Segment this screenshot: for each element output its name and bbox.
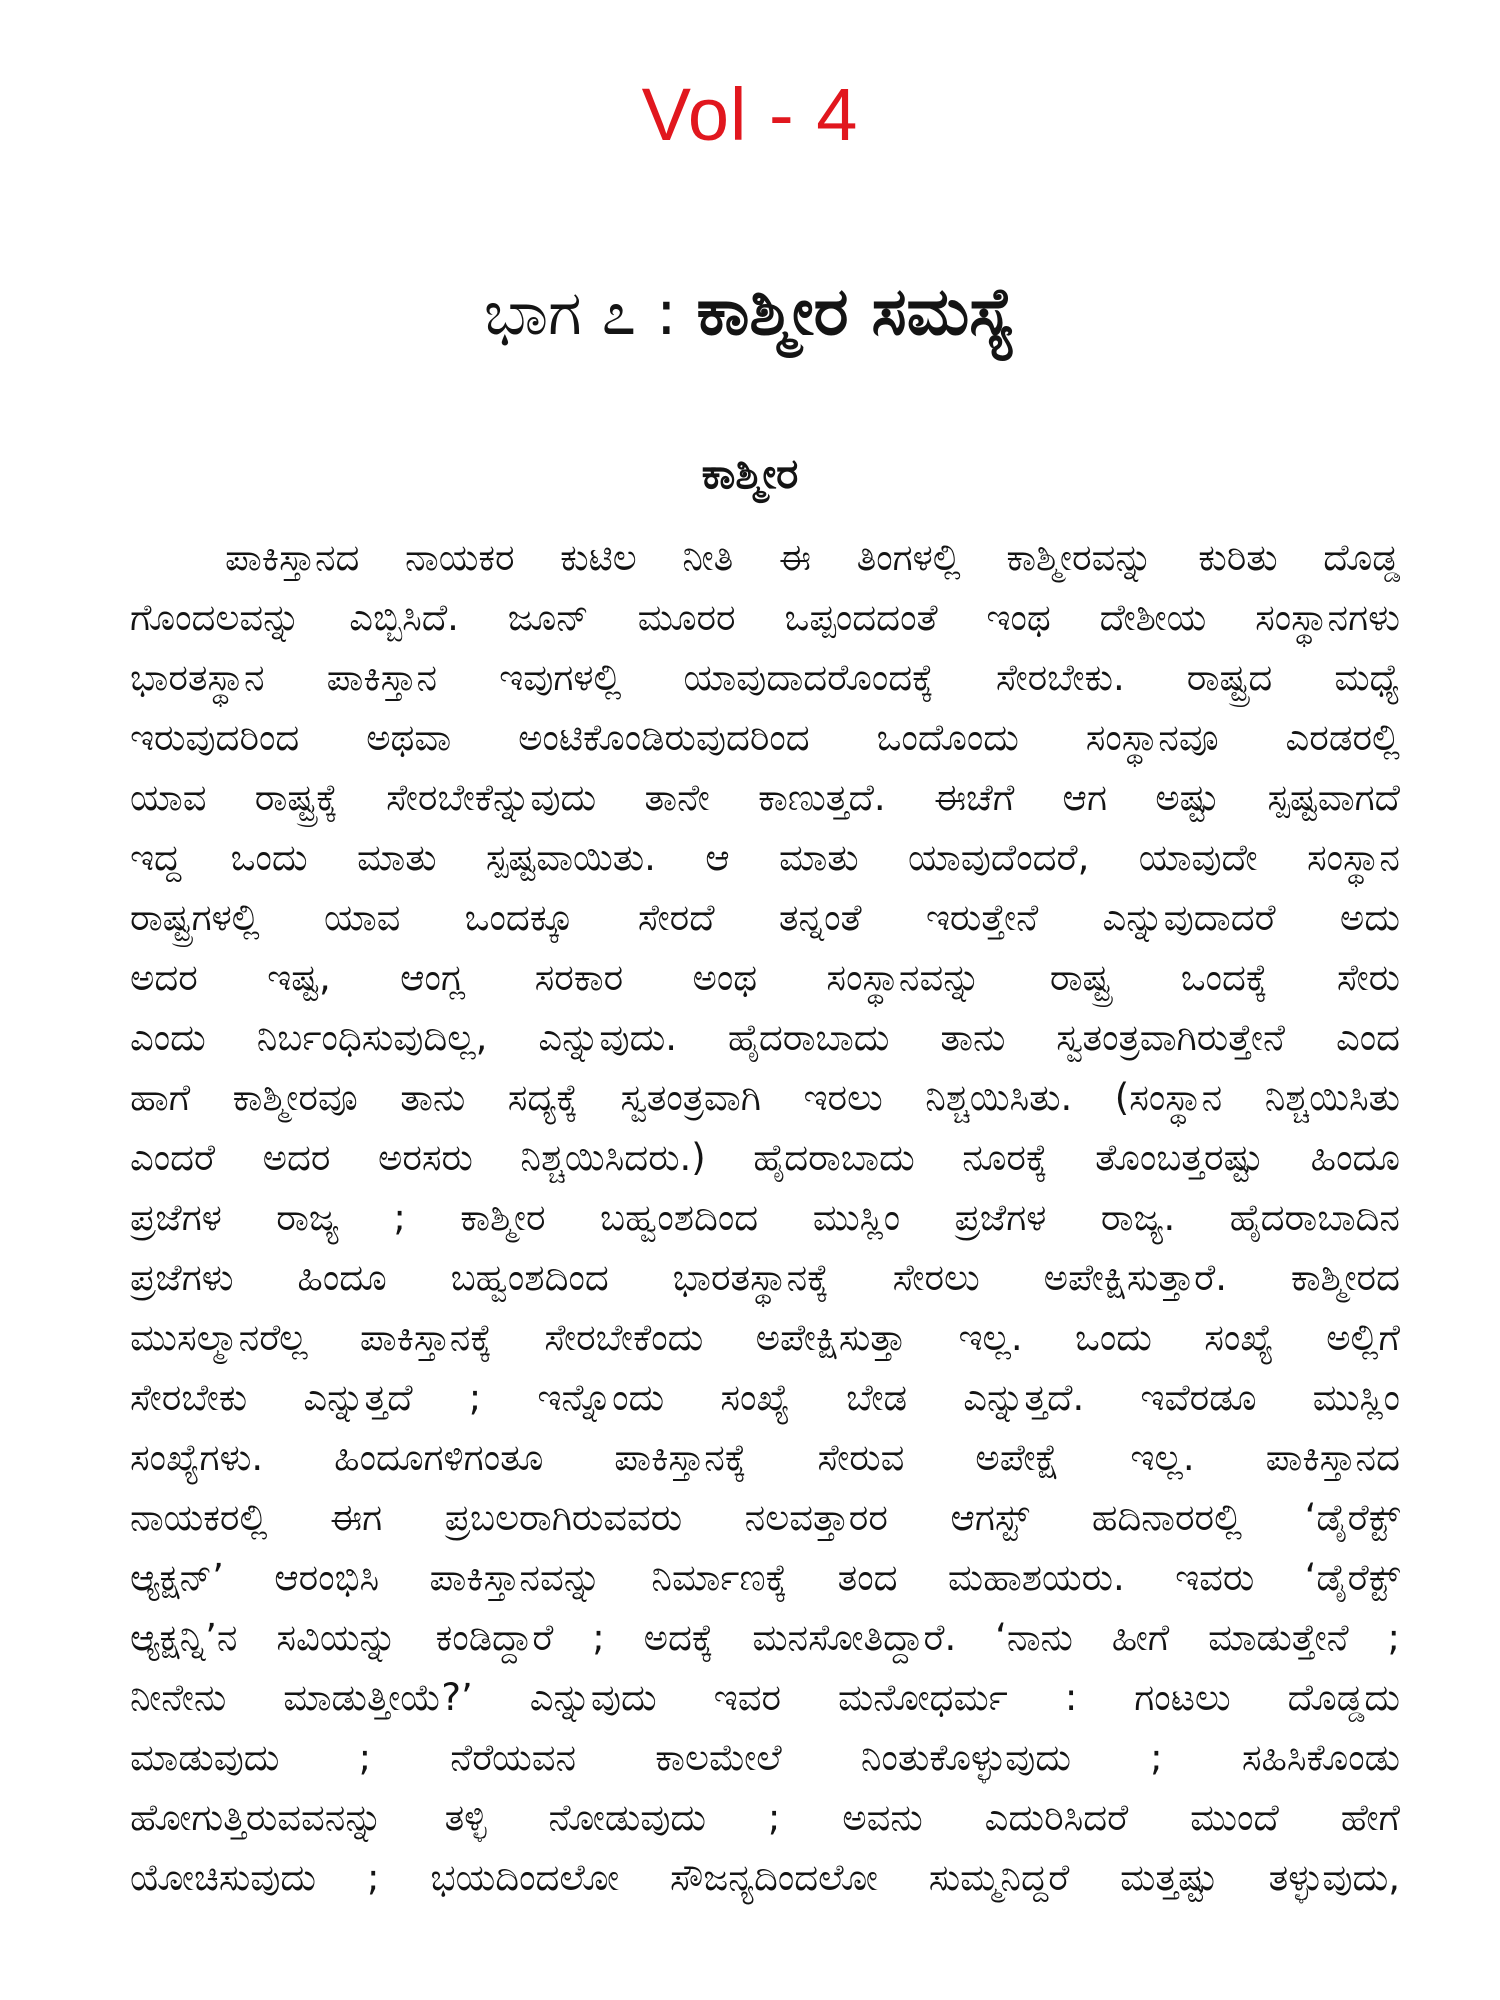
paragraph-line: ಮಾಡುವುದು ; ನೆರೆಯವನ ಕಾಲಮೇಲೆ ನಿಂತುಕೊಳ್ಳುವುದು ; ಸಹಿಸಿಕೊಂಡು	[130, 1736, 1400, 1779]
paragraph-line: ಭಾರತಸ್ಥಾನ ಪಾಕಿಸ್ತಾನ ಇವುಗಳಲ್ಲಿ ಯಾವುದಾದರೊಂದಕ್ಕೆ ಸೇರಬೇಕು. ರಾಷ್ಟ್ರದ ಮಧ್ಯೆ	[130, 656, 1400, 699]
section-heading: ಕಾಶ್ಮೀರ	[701, 449, 799, 498]
paragraph-line: ಯಾವ ರಾಷ್ಟ್ರಕ್ಕೆ ಸೇರಬೇಕೆನ್ನುವುದು ತಾನೇ ಕಾಣುತ್ತದೆ. ಈಚೆಗೆ ಆಗ ಅಷ್ಟು ಸ್ಪಷ್ಟವಾಗದೆ	[130, 776, 1400, 819]
paragraph-line: ಇದ್ದ ಒಂದು ಮಾತು ಸ್ಪಷ್ಟವಾಯಿತು. ಆ ಮಾತು ಯಾವುದೆಂದರೆ, ಯಾವುದೇ ಸಂಸ್ಥಾನ	[130, 836, 1400, 879]
paragraph-line: ಎಂದರೆ ಅದರ ಅರಸರು ನಿಶ್ಚಯಿಸಿದರು.) ಹೈದರಾಬಾದು ನೂರಕ್ಕೆ ತೊಂಬತ್ತರಷ್ಟು ಹಿಂದೂ	[130, 1136, 1400, 1179]
paragraph-line: ಸಂಖ್ಯೆಗಳು. ಹಿಂದೂಗಳಿಗಂತೂ ಪಾಕಿಸ್ತಾನಕ್ಕೆ ಸೇರುವ ಅಪೇಕ್ಷೆ ಇಲ್ಲ. ಪಾಕಿಸ್ತಾನದ	[130, 1436, 1400, 1479]
part-number: ಭಾಗ ೭ :	[483, 276, 677, 349]
paragraph-line: ರಾಷ್ಟ್ರಗಳಲ್ಲಿ ಯಾವ ಒಂದಕ್ಕೂ ಸೇರದೆ ತನ್ನಂತೆ ಇರುತ್ತೇನೆ ಎನ್ನುವುದಾದರೆ ಅದು	[130, 896, 1400, 939]
paragraph-line: ಆ್ಯಕ್ಷನ್ನಿ’ನ ಸವಿಯನ್ನು ಕಂಡಿದ್ದಾರೆ ; ಅದಕ್ಕೆ ಮನಸೋತಿದ್ದಾರೆ. ‘ನಾನು ಹೀಗೆ ಮಾಡುತ್ತೇನೆ ;	[130, 1616, 1400, 1659]
paragraph	[130, 528, 1400, 1908]
paragraph-line: ಯೋಚಿಸುವುದು ; ಭಯದಿಂದಲೋ ಸೌಜನ್ಯದಿಂದಲೋ ಸುಮ್ಮನಿದ್ದರೆ ಮತ್ತಷ್ಟು ತಳ್ಳುವುದು,	[130, 1856, 1400, 1899]
paragraph-line: ನೀನೇನು ಮಾಡುತ್ತೀಯೆ?’ ಎನ್ನುವುದು ಇವರ ಮನೋಧರ್ಮ : ಗಂಟಲು ದೊಡ್ಡದು	[130, 1676, 1400, 1719]
paragraph-line: ಆ್ಯಕ್ಷನ್’ ಆರಂಭಿಸಿ ಪಾಕಿಸ್ತಾನವನ್ನು ನಿರ್ಮಾಣಕ್ಕೆ ತಂದ ಮಹಾಶಯರು. ಇವರು ‘ಡೈರೆಕ್ಟ್	[130, 1556, 1400, 1599]
paragraph-line: ನಾಯಕರಲ್ಲಿ ಈಗ ಪ್ರಬಲರಾಗಿರುವವರು ನಲವತ್ತಾರರ ಆಗಸ್ಟ್ ಹದಿನಾರರಲ್ಲಿ ‘ಡೈರೆಕ್ಟ್	[130, 1496, 1400, 1539]
paragraph-line: ಇರುವುದರಿಂದ ಅಥವಾ ಅಂಟಿಕೊಂಡಿರುವುದರಿಂದ ಒಂದೊಂದು ಸಂಸ್ಥಾನವೂ ಎರಡರಲ್ಲಿ	[130, 716, 1400, 759]
volume-label: Vol - 4	[641, 73, 859, 156]
paragraph-line: ಪ್ರಜೆಗಳ ರಾಜ್ಯ ; ಕಾಶ್ಮೀರ ಬಹ್ವಂಶದಿಂದ ಮುಸ್ಲಿಂ ಪ್ರಜೆಗಳ ರಾಜ್ಯ. ಹೈದರಾಬಾದಿನ	[130, 1196, 1400, 1239]
paragraph-line: ಗೊಂದಲವನ್ನು ಎಬ್ಬಿಸಿದೆ. ಜೂನ್ ಮೂರರ ಒಪ್ಪಂದದಂತೆ ಇಂಥ ದೇಶೀಯ ಸಂಸ್ಥಾನಗಳು	[130, 596, 1400, 639]
part-name: ಕಾಶ್ಮೀರ ಸಮಸ್ಯೆ	[696, 273, 1017, 350]
paragraph-line: ಮುಸಲ್ಮಾನರೆಲ್ಲ ಪಾಕಿಸ್ತಾನಕ್ಕೆ ಸೇರಬೇಕೆಂದು ಅಪೇಕ್ಷಿಸುತ್ತಾ ಇಲ್ಲ. ಒಂದು ಸಂಖ್ಯೆ ಅಲ್ಲಿಗೆ	[130, 1316, 1400, 1359]
paragraph-line: ಎಂದು ನಿರ್ಬಂಧಿಸುವುದಿಲ್ಲ, ಎನ್ನುವುದು. ಹೈದರಾಬಾದು ತಾನು ಸ್ವತಂತ್ರವಾಗಿರುತ್ತೇನೆ ಎಂದ	[130, 1016, 1400, 1059]
paragraph-line: ಪ್ರಜೆಗಳು ಹಿಂದೂ ಬಹ್ವಂಶದಿಂದ ಭಾರತಸ್ಥಾನಕ್ಕೆ ಸೇರಲು ಅಪೇಕ್ಷಿಸುತ್ತಾರೆ. ಕಾಶ್ಮೀರದ	[130, 1256, 1400, 1299]
paragraph-line: ಪಾಕಿಸ್ತಾನದ ನಾಯಕರ ಕುಟಿಲ ನೀತಿ ಈ ತಿಂಗಳಲ್ಲಿ ಕಾಶ್ಮೀರವನ್ನು ಕುರಿತು ದೊಡ್ಡ	[225, 536, 1400, 579]
paragraph-line: ಹೋಗುತ್ತಿರುವವನನ್ನು ತಳ್ಳಿ ನೋಡುವುದು ; ಅವನು ಎದುರಿಸಿದರೆ ಮುಂದೆ ಹೇಗೆ	[130, 1796, 1400, 1839]
part-title	[0, 272, 1500, 353]
paragraph-line: ಅದರ ಇಷ್ಟ, ಆಂಗ್ಲ ಸರಕಾರ ಅಂಥ ಸಂಸ್ಥಾನವನ್ನು ರಾಷ್ಟ್ರ ಒಂದಕ್ಕೆ ಸೇರು	[130, 956, 1400, 999]
paragraph-line: ಹಾಗೆ ಕಾಶ್ಮೀರವೂ ತಾನು ಸದ್ಯಕ್ಕೆ ಸ್ವತಂತ್ರವಾಗಿ ಇರಲು ನಿಶ್ಚಯಿಸಿತು. (ಸಂಸ್ಥಾನ ನಿಶ್ಚಯಿಸಿತು	[130, 1076, 1400, 1119]
paragraph-line: ಸೇರಬೇಕು ಎನ್ನುತ್ತದೆ ; ಇನ್ನೊಂದು ಸಂಖ್ಯೆ ಬೇಡ ಎನ್ನುತ್ತದೆ. ಇವೆರಡೂ ಮುಸ್ಲಿಂ	[130, 1376, 1400, 1419]
